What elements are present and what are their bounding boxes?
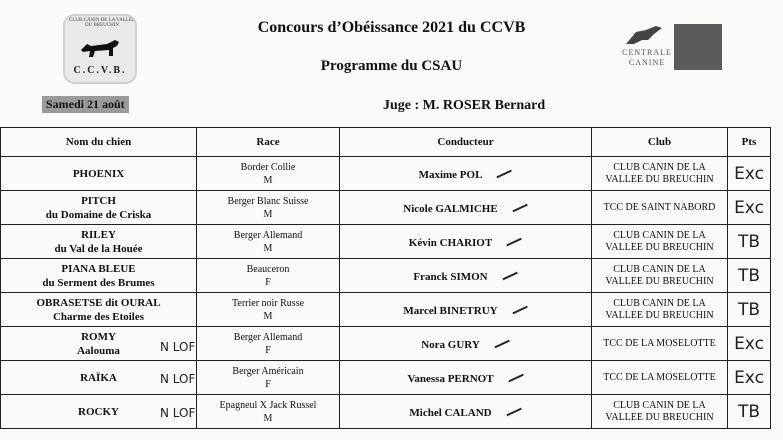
dog-affix: Aalouma [77,344,120,357]
dog-name: PITCH [81,194,116,207]
dog-cell [1,293,197,327]
dog-sex: M [263,174,273,186]
club-cell [592,395,728,429]
handler-name: Maxime POL [418,168,483,181]
dog-sex: F [265,378,271,390]
table-row [1,327,771,361]
checkmark-icon [502,272,517,280]
checkmark-icon [512,204,527,212]
table-row [1,395,771,429]
dog-name: RAÏKA [80,371,117,384]
judge-line: Juge : M. ROSER Bernard [383,98,546,113]
dog-breed: Terrier noir Russe [231,297,305,309]
dog-affix: Charme des Etoiles [52,310,145,323]
dog-affix: du Serment des Brumes [42,276,155,289]
club-cell [592,225,728,259]
checkmark-icon [497,170,512,178]
club-name: CLUB CANIN DE LA VALLEE DU BREUCHIN [605,399,714,423]
points-cell [728,293,771,327]
dog-sex: M [263,242,273,254]
breed-cell [197,157,340,191]
handler-cell [340,293,592,327]
handler-cell [340,395,592,429]
dog-cell [1,191,197,225]
dog-name: RILEY [81,228,116,241]
club-cell [592,191,728,225]
club-cell [592,361,728,395]
handler-name: Marcel BINETRUY [403,304,498,317]
club-name: CLUB CANIN DE LA VALLEE DU BREUCHIN [605,229,714,253]
dog-breed: Epagneul X Jack Russel [219,399,317,411]
points-grade: TB [737,401,761,422]
dog-breed: Border Collie [240,161,296,173]
points-grade: Exc [734,197,764,218]
handler-cell [340,191,592,225]
page-title: Concours d’Obéissance 2021 du CCVB [257,19,526,36]
handler-cell [340,361,592,395]
table-row [1,361,771,395]
breed-cell [197,361,340,395]
dog-name: PHOENIX [72,167,125,180]
event-date: Samedi 21 août [42,96,129,113]
club-cell [592,327,728,361]
club-cell [592,293,728,327]
handler-name: Michel CALAND [409,406,492,419]
club-cell [592,157,728,191]
checkmark-icon [508,374,523,382]
handler-name: Nora GURY [421,338,480,351]
handwritten-note: N LOF [160,372,196,386]
points-cell [728,327,771,361]
club-name: CLUB CANIN DE LA VALLEE DU BREUCHIN [605,263,714,287]
dog-sex: F [265,344,271,356]
column-header-points: Pts [728,128,771,157]
points-grade: Exc [734,367,764,388]
dog-sex: F [265,276,271,288]
dog-name: ROCKY [78,405,119,418]
points-cell [728,361,771,395]
handler-cell [340,259,592,293]
points-cell [728,191,771,225]
table-header-row [1,128,771,157]
points-grade: Exc [734,333,764,354]
points-cell [728,225,771,259]
dog-breed: Berger Allemand [233,229,303,241]
table-row [1,191,771,225]
checkmark-icon [506,408,521,416]
club-name: TCC DE LA MOSELOTTE [603,337,716,349]
table-row [1,259,771,293]
club-name: TCC DE SAINT NABORD [603,201,716,213]
dog-cell [1,259,197,293]
club-logo-letters: C.C.V.B. [73,65,127,76]
points-grade: TB [737,265,761,286]
handwritten-note: N LOF [160,406,196,420]
checkmark-icon [512,306,527,314]
page-subtitle: Programme du CSAU [320,58,463,74]
breed-cell [197,395,340,429]
handler-name: Vanessa PERNOT [407,372,494,385]
club-name: CLUB CANIN DE LA VALLEE DU BREUCHIN [605,297,714,321]
dog-name: OBRASETSE dit OURAL [36,296,161,309]
dog-name: PIANA BLEUE [61,262,136,275]
handler-name: Nicole GALMICHE [403,202,498,215]
table-row [1,225,771,259]
club-cell [592,259,728,293]
club-logo-ring-text: CLUB CANIN DE LA VALLEE DU BREUCHIN [69,18,135,28]
points-grade: TB [737,231,761,252]
points-grade: Exc [734,163,764,184]
column-header-dog: Nom du chien [1,128,197,157]
table-row [1,293,771,327]
handler-cell [340,327,592,361]
breed-cell [197,191,340,225]
dog-sex: M [263,208,273,220]
dog-breed: Berger Blanc Suisse [227,195,309,207]
handler-cell [340,225,592,259]
checkmark-icon [494,340,509,348]
breed-cell [197,225,340,259]
dog-sex: M [263,310,273,322]
handler-name: Franck SIMON [413,270,488,283]
breed-cell [197,327,340,361]
handwritten-note: N LOF [160,340,196,354]
dog-name: ROMY [81,330,116,343]
column-header-club: Club [592,128,728,157]
club-name: TCC DE LA MOSELOTTE [603,371,716,383]
handler-cell [340,157,592,191]
checkmark-icon [507,238,522,246]
breed-cell [197,293,340,327]
points-cell [728,395,771,429]
table-row [1,157,771,191]
dog-cell [1,157,197,191]
dog-breed: Berger Américain [232,365,304,377]
points-cell [728,157,771,191]
column-header-breed: Race [197,128,340,157]
dog-affix: du Domaine de Criska [45,208,152,221]
breed-cell [197,259,340,293]
dog-breed: Beauceron [246,263,290,275]
centrale-brand: CENTRALE CANINE [622,48,672,67]
results-table [0,127,771,429]
club-name: CLUB CANIN DE LA VALLEE DU BREUCHIN [605,161,714,185]
points-grade: TB [737,299,761,320]
column-header-handler: Conducteur [340,128,592,157]
dog-affix: du Val de la Houée [54,242,143,255]
dog-cell [1,225,197,259]
dog-sex: M [263,412,273,424]
points-cell [728,259,771,293]
dog-breed: Berger Allemand [233,331,303,343]
handler-name: Kévin CHARIOT [408,236,493,249]
